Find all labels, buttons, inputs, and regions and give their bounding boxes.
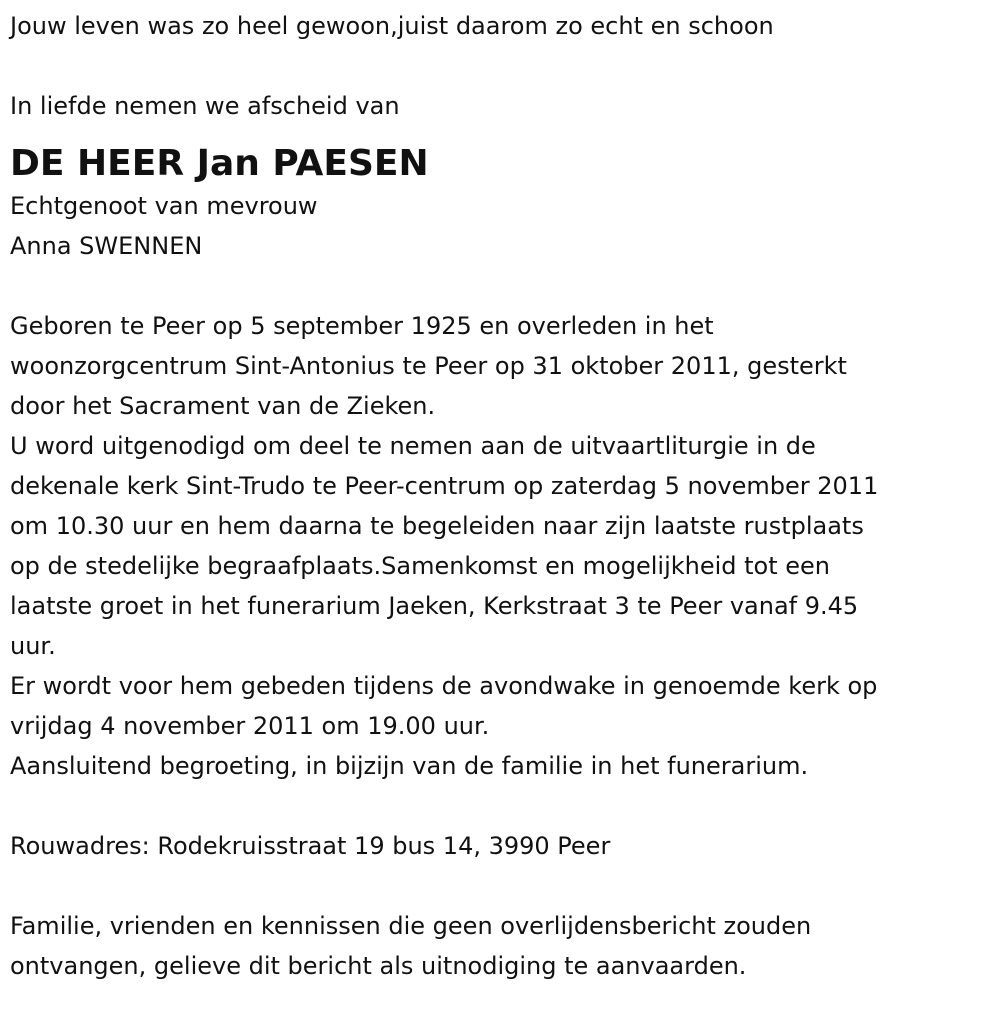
body-text <box>10 306 990 786</box>
body-line: uur. <box>10 632 56 660</box>
intro-line: In liefde nemen we afscheid van <box>10 92 400 120</box>
body-line: dekenale kerk Sint-Trudo te Peer-centrum op zaterdag 5 november 2011 <box>10 472 879 500</box>
obituary-notice <box>10 6 990 986</box>
body-line: Geboren te Peer op 5 september 1925 en overleden in het <box>10 312 714 340</box>
spouse-line-1: Echtgenoot van mevrouw <box>10 192 318 220</box>
deceased-name: DE HEER Jan PAESEN <box>10 143 429 184</box>
body-line: Er wordt voor hem gebeden tijdens de avondwake in genoemde kerk op <box>10 672 878 700</box>
body-line: op de stedelijke begraafplaats.Samenkomst en mogelijkheid tot een <box>10 552 831 580</box>
body-line: woonzorgcentrum Sint-Antonius te Peer op 31 oktober 2011, gesterkt <box>10 352 847 380</box>
spacer <box>10 46 990 86</box>
spacer <box>10 866 990 906</box>
body-line: om 10.30 uur en hem daarna te begeleiden naar zijn laatste rustplaats <box>10 512 864 540</box>
opening-quote: Jouw leven was zo heel gewoon,juist daarom zo echt en schoon <box>10 12 774 40</box>
body-line: U word uitgenodigd om deel te nemen aan de uitvaartliturgie in de <box>10 432 816 460</box>
body-line: door het Sacrament van de Zieken. <box>10 392 436 420</box>
mourning-address: Rouwadres: Rodekruisstraat 19 bus 14, 3990 Peer <box>10 832 611 860</box>
closing-line: Familie, vrienden en kennissen die geen overlijdensbericht zouden <box>10 912 812 940</box>
body-line: laatste groet in het funerarium Jaeken, Kerkstraat 3 te Peer vanaf 9.45 <box>10 592 859 620</box>
closing-line: ontvangen, gelieve dit bericht als uitnodiging te aanvaarden. <box>10 952 747 980</box>
body-line: vrijdag 4 november 2011 om 19.00 uur. <box>10 712 490 740</box>
spacer <box>10 786 990 826</box>
spouse-line-2: Anna SWENNEN <box>10 232 203 260</box>
closing-text <box>10 906 990 986</box>
body-line: Aansluitend begroeting, in bijzijn van de familie in het funerarium. <box>10 752 809 780</box>
spacer <box>10 266 990 306</box>
